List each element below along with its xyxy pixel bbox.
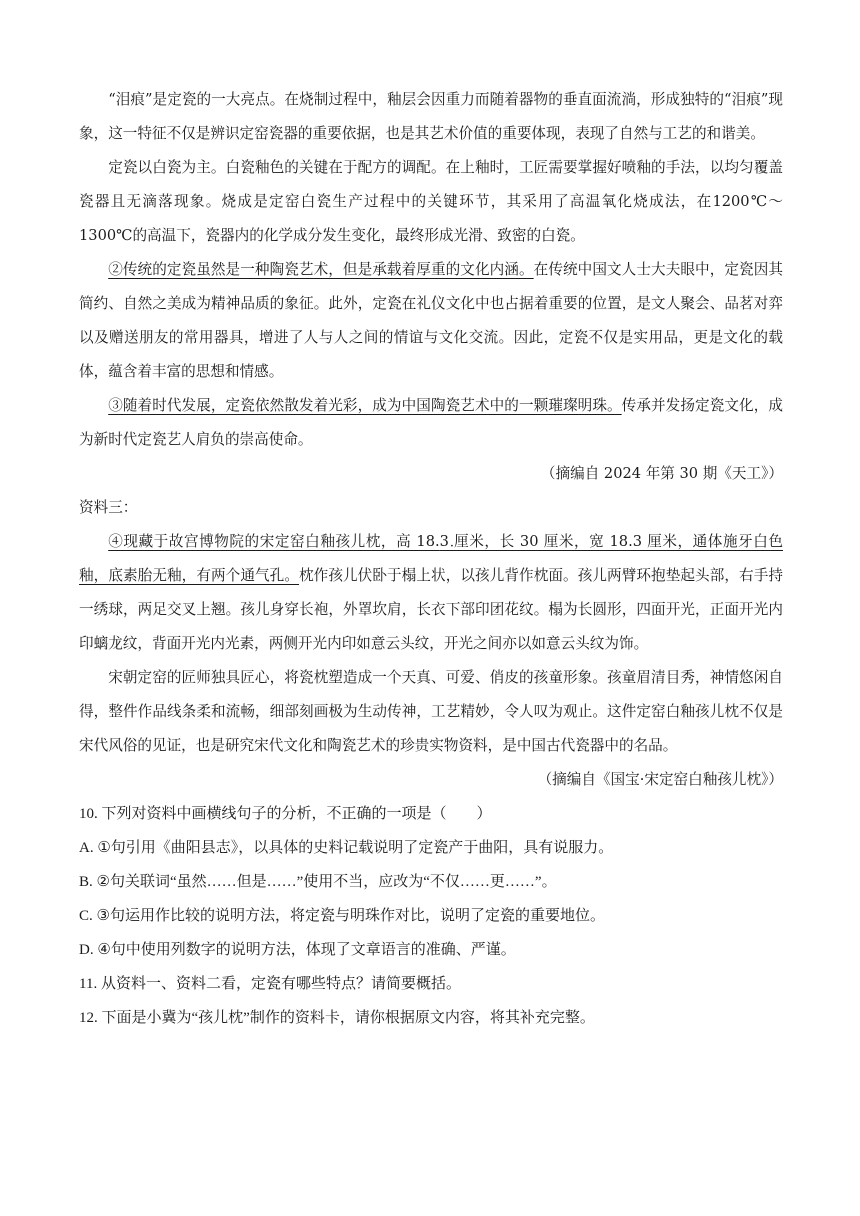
question-11: 11. 从资料一、资料二看，定瓷有哪些特点？请简要概括。 — [79, 976, 461, 992]
underlined-sentence-3: ③随着时代发展，定瓷依然散发着光彩，成为中国陶瓷艺术中的一颗璀璨明珠。 — [108, 397, 622, 414]
underlined-sentence-4b: 3 厘米，长 30 厘米，宽 18.3 厘米，通体施牙白色釉，底素胎无釉，有两个通气孔。 — [79, 533, 783, 584]
passage2-paragraph-2: 定瓷以白瓷为主。白瓷釉色的关键在于配方的调配。在上釉时，工匠需要掌握好喷釉的手法，以均匀覆盖瓷器且无滴落现象。烧成是定窑白瓷生产过程中的关键环节，其采用了高温氧化烧成法，在1200℃～1300℃的高温下，瓷器内的化学成分发生变化，最终形成光滑、致密的白瓷。 — [79, 159, 783, 244]
paragraph-text: 在传统中国文人士大夫眼中，定瓷因其简约、自然之美成为精神品质的象征。此外，定瓷在礼仪文化中也占据着重要的位置，是文人聚会、品茗对弈以及赠送朋友的常用器具，增进了人与人之间的情谊与文化交流。因此，定瓷不仅是实用品，更是文化的载体，蕴含着丰富的思想和情感。 — [79, 261, 783, 380]
question-10-option-a: A. ①句引用《曲阳县志》，以具体的史料记载说明了定瓷产于曲阳，具有说服力。 — [79, 840, 614, 856]
passage3-heading: 资料三： — [79, 499, 138, 516]
passage3-source: （摘编自《国宝·宋定窑白釉孩儿枕》） — [537, 771, 783, 788]
underlined-sentence-4a: ④现藏于故宫博物院的宋定窑白釉孩儿枕，高 18 — [108, 533, 435, 550]
question-10-option-b: B. ②句关联词“虽然……但是……”使用不当，应改为“不仅……更……”。 — [79, 874, 557, 890]
question-12: 12. 下面是小冀为“孩儿枕”制作的资料卡，请你根据原文内容，将其补充完整。 — [79, 1010, 595, 1026]
passage2-source: （摘编自 2024 年第 30 期《天工》） — [540, 465, 783, 482]
emphasis-dot-char: . · — [435, 533, 440, 550]
question-10: 10. 下列对资料中画横线句子的分析，不正确的一项是（ ） — [79, 806, 492, 822]
underlined-sentence-2: ②传统的定瓷虽然是一种陶瓷艺术，但是承载着厚重的文化内涵。 — [108, 261, 534, 278]
passage3-paragraph-1 — [79, 525, 783, 661]
passage2-paragraph-3 — [79, 253, 783, 389]
question-10-option-c: C. ③句运用作比较的说明方法，将定瓷与明珠作对比，说明了定瓷的重要地位。 — [79, 908, 605, 924]
passage2-paragraph-1: “泪痕”是定瓷的一大亮点。在烧制过程中，釉层会因重力而随着器物的垂直面流淌，形成独特的“泪痕”现象，这一特征不仅是辨识定窑瓷器的重要依据，也是其艺术价值的重要体现，表现了自然与工艺的和谐美。 — [79, 91, 783, 142]
paragraph-text: 传承并发扬定瓷文化，成为新时代定瓷艺人肩负的崇高使命。 — [79, 397, 783, 448]
question-10-option-d: D. ④句中使用列数字的说明方法，体现了文章语言的准确、严谨。 — [79, 942, 516, 958]
passage3-paragraph-2: 宋朝定窑的匠师独具匠心，将瓷枕塑造成一个天真、可爱、俏皮的孩童形象。孩童眉清目秀，神情悠闲自得，整件作品线条柔和流畅，细部刻画极为生动传神，工艺精妙，令人叹为观止。这件定窑白釉孩儿枕不仅是宋代风俗的见证，也是研究宋代文化和陶瓷艺术的珍贵实物资料，是中国古代瓷器中的名品。 — [79, 669, 783, 754]
passage2-paragraph-4 — [79, 389, 783, 457]
document-page — [79, 83, 783, 1035]
paragraph-text: 枕作孩儿伏卧于榻上状，以孩儿背作枕面。孩儿两臂环抱垫起头部，右手持一绣球，两足交叉上翘。孩儿身穿长袍，外罩坎肩，长衣下部印团花纹。榻为长圆形，四面开光，正面开光内印螭龙纹，背面开光内光素，两侧开光内印如意云头纹，开光之间亦以如意云头纹为饰。 — [79, 567, 783, 652]
